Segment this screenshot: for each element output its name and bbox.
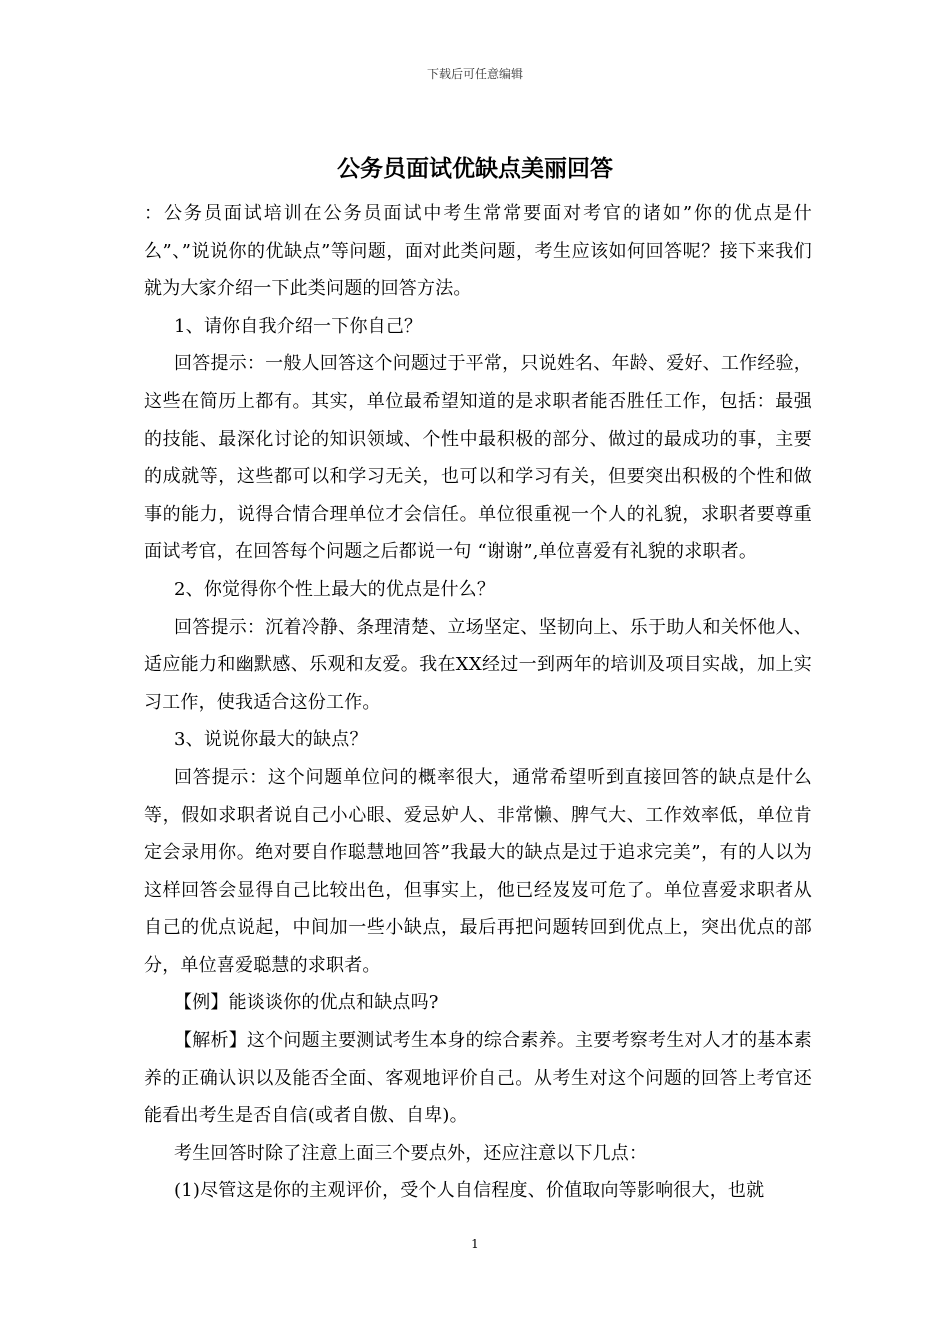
example-question: 【例】能谈谈你的优点和缺点吗? [174,992,439,1014]
document-body [144,195,812,1210]
page-number: 1 [471,1237,479,1251]
document-title: 公务员面试优缺点美丽回答 [337,156,613,182]
header-note: 下载后可任意编辑 [426,67,523,81]
note-1: (1)尽管这是你的主观评价，受个人自信程度、价值取向等影响很大，也就 [174,1180,765,1202]
intro-paragraph: ：公务员面试培训在公务员面试中考生常常要面对考官的诸如”你的优点是什么”、”说说你的优缺点”等问题，面对此类问题，考生应该如何回答呢？接下来我们就为大家介绍一下此类问题的回答方法。 [144,203,812,300]
question-3: 3、说说你最大的缺点？ [174,729,368,751]
answer-3: 回答提示：这个问题单位问的概率很大，通常希望听到直接回答的缺点是什么等，假如求职者说自己小心眼、爱忌妒人、非常懒、脾气大、工作效率低，单位肯定会录用你。绝对要自作聪慧地回答”我最大的缺点是过于追求完美”，有的人以为这样回答会显得自己比较出色，但事实上，他已经岌岌可危了。单位喜爱求职者从自己的优点说起，中间加一些小缺点，最后再把问题转回到优点上，突出优点的部分，单位喜爱聪慧的求职者。 [144,766,812,976]
answer-2: 回答提示：沉着冷静、条理清楚、立场坚定、坚韧向上、乐于助人和关怀他人、适应能力和幽默感、乐观和友爱。我在XX经过一到两年的培训及项目实战，加上实习工作，使我适合这份工作。 [144,616,812,713]
notes-intro: 考生回答时除了注意上面三个要点外，还应注意以下几点： [174,1142,648,1164]
question-2: 2、你觉得你个性上最大的优点是什么？ [174,578,496,600]
question-1: 1、请你自我介绍一下你自己？ [174,315,423,337]
answer-1: 回答提示：一般人回答这个问题过于平常，只说姓名、年龄、爱好、工作经验，这些在简历上都有。其实，单位最希望知道的是求职者能否胜任工作，包括：最强的技能、最深化讨论的知识领域、个性中最积极的部分、做过的最成功的事，主要的成就等，这些都可以和学习无关，也可以和学习有关，但要突出积极的个性和做事的能力，说得合情合理单位才会信任。单位很重视一个人的礼貌，求职者要尊重面试考官，在回答每个问题之后都说一句 “谢谢”,单位喜爱有礼貌的求职者。 [144,353,812,563]
example-analysis: 【解析】这个问题主要测试考生本身的综合素养。主要考察考生对人才的基本素养的正确认识以及能否全面、客观地评价自己。从考生对这个问题的回答上考官还能看出考生是否自信(或者自傲、自卑)。 [144,1030,812,1127]
